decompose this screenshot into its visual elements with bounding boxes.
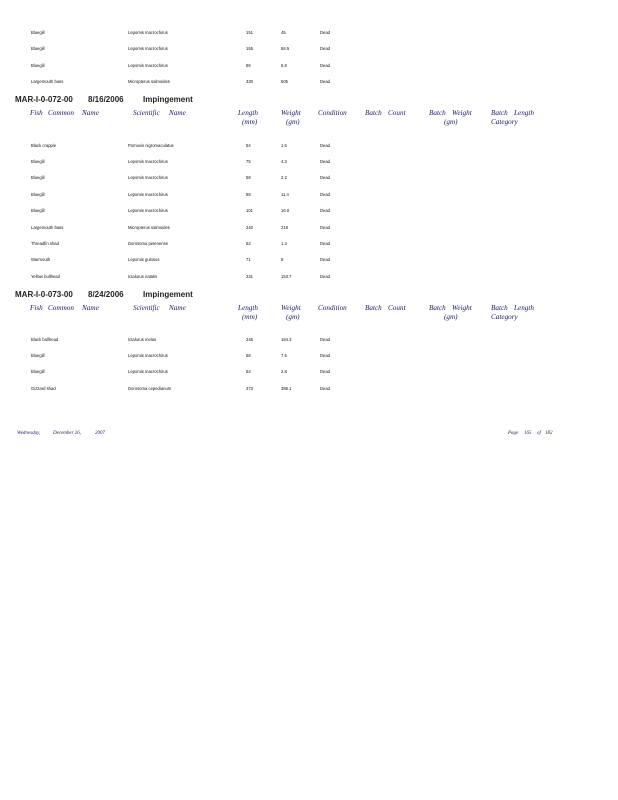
common-name-cell: Threadfin shad [31, 241, 59, 246]
scientific-name-cell: Lepomis macrochirus [128, 46, 168, 51]
condition-cell: Dead [320, 63, 331, 68]
table-row [0, 240, 618, 248]
table-row [0, 142, 618, 150]
sample-type: Impingement [143, 95, 193, 104]
footer-page-label: Page [508, 431, 519, 436]
condition-cell: Dead [320, 369, 331, 374]
weight-cell: 2.8 [281, 369, 287, 374]
scientific-name-cell: Lepomis macrochirus [128, 353, 168, 358]
weight-cell: 505 [281, 79, 288, 84]
length-cell: 330 [246, 79, 253, 84]
length-cell: 52 [246, 241, 251, 246]
col-weight-2-unit: (gm) [444, 313, 458, 321]
table-row [0, 352, 618, 360]
condition-cell: Dead [320, 30, 331, 35]
col-common: Common [48, 109, 74, 117]
condition-cell: Dead [320, 241, 331, 246]
weight-cell: 184.3 [281, 337, 292, 342]
table-row [0, 256, 618, 264]
column-header-row [0, 304, 618, 326]
scientific-name-cell: Lepomis gulosus [128, 257, 160, 262]
col-fish: Fish [30, 304, 43, 312]
weight-cell: 388.1 [281, 386, 292, 391]
sample-date: 8/16/2006 [88, 95, 124, 104]
col-weight-unit: (gm) [286, 313, 300, 321]
length-cell: 373 [246, 386, 253, 391]
col-length-unit: (mm) [242, 118, 258, 126]
col-weight: Weight [281, 109, 301, 117]
table-row [0, 45, 618, 53]
length-cell: 58 [246, 353, 251, 358]
col-length-2: Length [514, 109, 534, 117]
col-name-2: Name [169, 304, 186, 312]
common-name-cell: Warmouth [31, 257, 51, 262]
footer-of-label: of [537, 431, 541, 436]
length-cell: 86 [246, 63, 251, 68]
common-name-cell: Bluegill [31, 63, 45, 68]
common-name-cell: Bluegill [31, 46, 45, 51]
length-cell: 58 [246, 175, 251, 180]
table-row [0, 273, 618, 281]
col-condition: Condition [318, 304, 347, 312]
common-name-cell: Bluegill [31, 353, 45, 358]
col-length-unit: (mm) [242, 313, 258, 321]
scientific-name-cell: Ictalurus melas [128, 337, 157, 342]
scientific-name-cell: Micropterus salmoides [128, 225, 170, 230]
weight-cell: 4.3 [281, 159, 287, 164]
weight-cell: 16.0 [281, 208, 290, 213]
col-batch: Batch [365, 109, 382, 117]
scientific-name-cell: Dorosoma cepedianum [128, 386, 172, 391]
col-scientific: Scientific [133, 109, 160, 117]
length-cell: 155 [246, 46, 253, 51]
column-header-row [0, 109, 618, 131]
condition-cell: Dead [320, 46, 331, 51]
col-length: Length [238, 304, 258, 312]
condition-cell: Dead [320, 225, 331, 230]
common-name-cell: Gizzard shad [31, 386, 56, 391]
scientific-name-cell: Dorosoma petenense [128, 241, 169, 246]
footer-page-number: 165 [524, 431, 532, 436]
condition-cell: Dead [320, 337, 331, 342]
length-cell: 101 [246, 208, 253, 213]
col-weight-unit: (gm) [286, 118, 300, 126]
condition-cell: Dead [320, 274, 331, 279]
table-row [0, 385, 618, 393]
scientific-name-cell: Pomoxis nigromaculatus [128, 143, 174, 148]
scientific-name-cell: Micropterus salmoides [128, 79, 170, 84]
sample-type: Impingement [143, 290, 193, 299]
table-row [0, 78, 618, 86]
col-name-2: Name [169, 109, 186, 117]
footer-weekday: Wednesday, [17, 431, 41, 436]
col-weight-2-unit: (gm) [444, 118, 458, 126]
length-cell: 151 [246, 30, 253, 35]
col-length: Length [238, 109, 258, 117]
table-row [0, 158, 618, 166]
table-row [0, 62, 618, 70]
condition-cell: Dead [320, 143, 331, 148]
weight-cell: 1.3 [281, 241, 287, 246]
col-fish: Fish [30, 109, 43, 117]
condition-cell: Dead [320, 386, 331, 391]
col-batch-2: Batch [429, 304, 446, 312]
common-name-cell: Black crappie [31, 143, 57, 148]
col-name: Name [82, 109, 99, 117]
condition-cell: Dead [320, 79, 331, 84]
sample-id: MAR-I-0-072-00 [15, 95, 73, 104]
col-common: Common [48, 304, 74, 312]
weight-cell: 2.2 [281, 175, 287, 180]
scientific-name-cell: Lepomis macrochirus [128, 192, 168, 197]
length-cell: 88 [246, 192, 251, 197]
col-batch-3: Batch [491, 304, 508, 312]
common-name-cell: Bluegill [31, 175, 45, 180]
sample-id: MAR-I-0-073-00 [15, 290, 73, 299]
weight-cell: 11.4 [281, 192, 289, 197]
col-category: Category [491, 118, 518, 126]
condition-cell: Dead [320, 159, 331, 164]
col-condition: Condition [318, 109, 347, 117]
scientific-name-cell: Lepomis macrochirus [128, 175, 168, 180]
scientific-name-cell: Lepomis macrochirus [128, 63, 168, 68]
col-batch-2: Batch [429, 109, 446, 117]
scientific-name-cell: Lepomis macrochirus [128, 369, 168, 374]
weight-cell: 45 [281, 30, 286, 35]
footer-month-day: December 26, [53, 431, 82, 436]
footer-year: 2007 [95, 431, 105, 436]
common-name-cell: Largemouth bass [31, 79, 64, 84]
col-weight-2: Weight [452, 109, 472, 117]
common-name-cell: Bluegill [31, 159, 45, 164]
scientific-name-cell: Ictalurus natalis [128, 274, 158, 279]
col-count: Count [388, 304, 406, 312]
weight-cell: 8 [281, 257, 284, 262]
weight-cell: 218 [281, 225, 288, 230]
col-count: Count [388, 109, 406, 117]
weight-cell: 153.7 [281, 274, 292, 279]
common-name-cell: Black bullhead [31, 337, 59, 342]
table-row [0, 174, 618, 182]
scientific-name-cell: Lepomis macrochirus [128, 208, 168, 213]
scientific-name-cell: Lepomis macrochirus [128, 159, 168, 164]
length-cell: 54 [246, 369, 251, 374]
common-name-cell: Bluegill [31, 192, 45, 197]
table-row [0, 191, 618, 199]
table-row [0, 207, 618, 215]
common-name-cell: Largemouth bass [31, 225, 64, 230]
common-name-cell: Yellow bullhead [31, 274, 60, 279]
condition-cell: Dead [320, 192, 331, 197]
table-row [0, 29, 618, 37]
common-name-cell: Bluegill [31, 369, 45, 374]
col-length-2: Length [514, 304, 534, 312]
length-cell: 54 [246, 143, 251, 148]
col-batch: Batch [365, 304, 382, 312]
length-cell: 231 [246, 274, 253, 279]
length-cell: 245 [246, 337, 253, 342]
col-weight: Weight [281, 304, 301, 312]
col-weight-2: Weight [452, 304, 472, 312]
scientific-name-cell: Lepomis macrochirus [128, 30, 168, 35]
condition-cell: Dead [320, 208, 331, 213]
col-batch-3: Batch [491, 109, 508, 117]
col-name: Name [82, 304, 99, 312]
length-cell: 240 [246, 225, 253, 230]
table-row [0, 336, 618, 344]
length-cell: 71 [246, 257, 251, 262]
table-row [0, 368, 618, 376]
col-scientific: Scientific [133, 304, 160, 312]
condition-cell: Dead [320, 257, 331, 262]
sample-date: 8/24/2006 [88, 290, 124, 299]
length-cell: 75 [246, 159, 251, 164]
weight-cell: 7.5 [281, 353, 287, 358]
weight-cell: 1.5 [281, 143, 287, 148]
condition-cell: Dead [320, 353, 331, 358]
table-row [0, 224, 618, 232]
common-name-cell: Bluegill [31, 208, 45, 213]
weight-cell: 5.8 [281, 63, 287, 68]
condition-cell: Dead [320, 175, 331, 180]
col-category: Category [491, 313, 518, 321]
footer-total-pages: 182 [545, 431, 553, 436]
common-name-cell: Bluegill [31, 30, 45, 35]
weight-cell: 58.5 [281, 46, 290, 51]
